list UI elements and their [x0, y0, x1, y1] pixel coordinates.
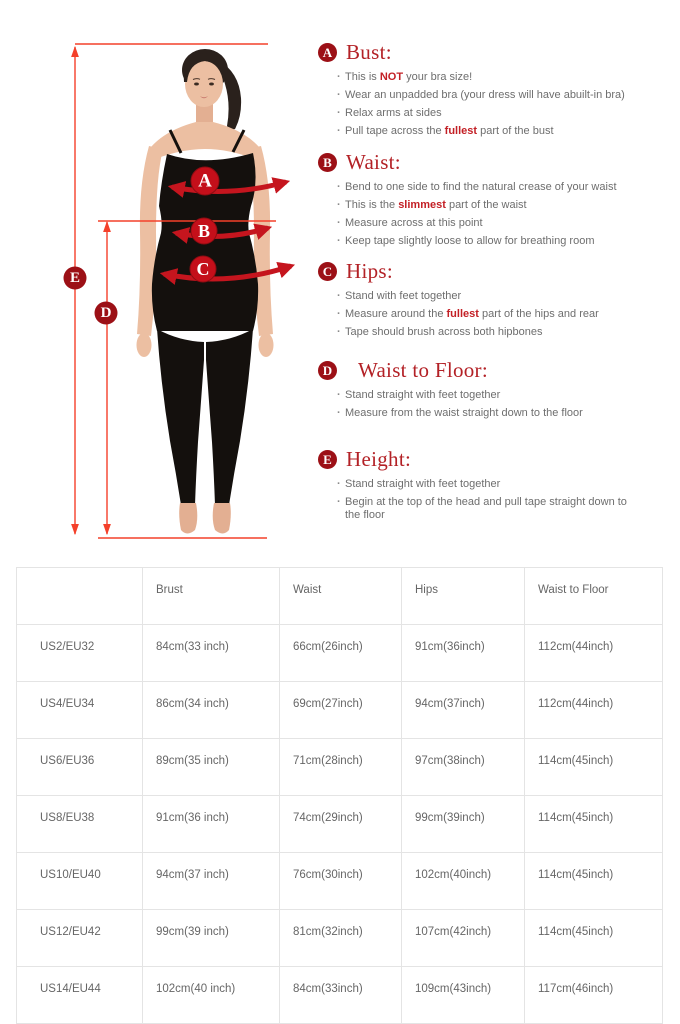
- instruction-text: part of the waist: [445, 199, 527, 211]
- measurement-cell: 114cm(45inch): [525, 796, 663, 853]
- instruction-text: Pull tape across the: [345, 125, 445, 137]
- instruction-bullet: [345, 496, 645, 522]
- size-table-header-row: [17, 568, 663, 625]
- instruction-text: part of the bust: [477, 125, 554, 137]
- col-header-waist: Waist: [280, 568, 402, 625]
- left-hand: [137, 333, 152, 357]
- model-measurement-figure: [0, 0, 320, 562]
- size-label-cell: US12/EU42: [17, 910, 143, 967]
- measurement-cell: 81cm(32inch): [280, 910, 402, 967]
- measurement-cell: 102cm(40 inch): [143, 967, 280, 1024]
- instruction-text: Stand straight with feet together: [345, 478, 501, 490]
- instruction-text: Measure from the waist straight down to the floor: [345, 407, 583, 419]
- size-table-row: [17, 625, 663, 682]
- measurement-cell: 99cm(39inch): [402, 796, 525, 853]
- measurement-cell: 99cm(39 inch): [143, 910, 280, 967]
- hips-heading-row: [318, 259, 670, 283]
- size-table-body: [17, 625, 663, 1024]
- col-header-hips: Hips: [402, 568, 525, 625]
- measurement-cell: 86cm(34 inch): [143, 682, 280, 739]
- size-label-cell: US14/EU44: [17, 967, 143, 1024]
- measurement-cell: 89cm(35 inch): [143, 739, 280, 796]
- hips-heading: Hips:: [346, 258, 394, 283]
- instruction-bullet: [345, 217, 670, 230]
- instruction-bullet: [345, 107, 670, 120]
- measurement-cell: 84cm(33 inch): [143, 625, 280, 682]
- size-label-cell: US6/EU36: [17, 739, 143, 796]
- right-foot: [213, 503, 231, 534]
- instruction-bullet: [345, 125, 670, 138]
- hips-badge-letter: C: [196, 259, 210, 279]
- measurement-cell: 114cm(45inch): [525, 853, 663, 910]
- instruction-text: Measure across at this point: [345, 217, 483, 229]
- bust-heading-row: [318, 40, 670, 64]
- instruction-bullet: [345, 308, 670, 321]
- instruction-text: part of the hips and rear: [478, 308, 599, 320]
- left-eye: [194, 83, 199, 86]
- height-badge-letter: E: [69, 270, 81, 286]
- instruction-text: Stand straight with feet together: [345, 389, 501, 401]
- waist-floor-badge-letter: D: [100, 305, 112, 321]
- woman-model: [137, 49, 274, 534]
- hips-instruction-list: [318, 290, 670, 339]
- size-table-row: [17, 682, 663, 739]
- measurement-cell: 69cm(27inch): [280, 682, 402, 739]
- instruction-text: your bra size!: [403, 71, 473, 83]
- instruction-keyword: fullest: [446, 308, 479, 320]
- instruction-keyword: slimmest: [398, 199, 446, 211]
- measurement-cell: 66cm(26inch): [280, 625, 402, 682]
- measurement-cell: 91cm(36 inch): [143, 796, 280, 853]
- instruction-text: Bend to one side to find the natural crease of your waist: [345, 181, 617, 193]
- size-chart-table: [16, 567, 663, 1024]
- instruction-text: This is: [345, 71, 380, 83]
- instruction-section-height: [318, 447, 670, 527]
- instruction-bullet: [345, 290, 670, 303]
- measurement-cell: 117cm(46inch): [525, 967, 663, 1024]
- col-header-size: [17, 568, 143, 625]
- measurement-cell: 97cm(38inch): [402, 739, 525, 796]
- instruction-text: Tape should brush across both hipbones: [345, 326, 543, 338]
- size-label-cell: US10/EU40: [17, 853, 143, 910]
- waist-to-floor-heading: Waist to Floor:: [358, 357, 488, 382]
- measurement-cell: 114cm(45inch): [525, 910, 663, 967]
- instruction-bullet: [345, 478, 645, 491]
- measurement-cell: 74cm(29inch): [280, 796, 402, 853]
- size-label-cell: US4/EU34: [17, 682, 143, 739]
- left-leg: [157, 329, 204, 505]
- instruction-keyword: fullest: [444, 125, 478, 137]
- instruction-keyword: NOT: [379, 71, 404, 83]
- instruction-text: Stand with feet together: [345, 290, 462, 302]
- instruction-section-waist: [318, 150, 670, 253]
- measurement-cell: 109cm(43inch): [402, 967, 525, 1024]
- waist-badge-letter: B: [197, 221, 211, 241]
- measurement-cell: 112cm(44inch): [525, 625, 663, 682]
- size-label-cell: US8/EU38: [17, 796, 143, 853]
- bust-heading: Bust:: [346, 39, 392, 64]
- measurement-cell: 84cm(33inch): [280, 967, 402, 1024]
- measurement-cell: 94cm(37inch): [402, 682, 525, 739]
- measurement-cell: 76cm(30inch): [280, 853, 402, 910]
- measuring-instructions: [318, 0, 672, 562]
- bust-instruction-list: [318, 71, 670, 138]
- size-table-row: [17, 853, 663, 910]
- instruction-text: Wear an unpadded bra (your dress will have abuilt-in bra): [345, 89, 625, 101]
- instruction-text: Relax arms at sides: [345, 107, 442, 119]
- right-leg: [206, 329, 253, 505]
- height-letter-badge: E: [318, 450, 337, 469]
- instruction-bullet: [345, 89, 670, 102]
- instruction-text: Measure around the: [345, 308, 447, 320]
- instruction-bullet: [345, 199, 670, 212]
- bust-letter-badge: A: [318, 43, 337, 62]
- instruction-section-bust: [318, 40, 670, 143]
- instruction-bullet: [345, 181, 670, 194]
- instruction-text: This is the: [345, 199, 399, 211]
- left-foot: [179, 503, 197, 534]
- measurement-cell: 102cm(40inch): [402, 853, 525, 910]
- measurement-cell: 112cm(44inch): [525, 682, 663, 739]
- size-table-row: [17, 739, 663, 796]
- instruction-section-waist-to-floor: [318, 358, 670, 425]
- height-instruction-list: [318, 478, 670, 522]
- waist-to-floor-heading-row: [318, 358, 670, 382]
- waist-to-floor-letter-badge: D: [318, 361, 337, 380]
- instruction-section-hips: [318, 259, 670, 344]
- waist-to-floor-instruction-list: [318, 389, 670, 420]
- right-hand: [259, 333, 274, 357]
- waist-heading: Waist:: [346, 149, 401, 174]
- size-table-row: [17, 910, 663, 967]
- instruction-bullet: [345, 235, 670, 248]
- size-table-row: [17, 796, 663, 853]
- measurement-cell: 114cm(45inch): [525, 739, 663, 796]
- waist-letter-badge: B: [318, 153, 337, 172]
- height-heading: Height:: [346, 446, 412, 471]
- instruction-bullet: [345, 326, 670, 339]
- instruction-bullet: [345, 71, 670, 84]
- instruction-text: Keep tape slightly loose to allow for breathing room: [345, 235, 595, 247]
- col-header-waist-to-floor: Waist to Floor: [525, 568, 663, 625]
- size-label-cell: US2/EU32: [17, 625, 143, 682]
- right-eye: [209, 83, 214, 86]
- hips-letter-badge: C: [318, 262, 337, 281]
- height-heading-row: [318, 447, 670, 471]
- waist-heading-row: [318, 150, 670, 174]
- measurement-cell: 71cm(28inch): [280, 739, 402, 796]
- waist-instruction-list: [318, 181, 670, 248]
- size-table-row: [17, 967, 663, 1024]
- instruction-text: Begin at the top of the head and pull tape straight down to the floor: [345, 496, 627, 521]
- col-header-bust: Brust: [143, 568, 280, 625]
- bust-badge-letter: A: [198, 170, 212, 192]
- measurement-cell: 91cm(36inch): [402, 625, 525, 682]
- instruction-bullet: [345, 407, 670, 420]
- instruction-bullet: [345, 389, 670, 402]
- measurement-cell: 107cm(42inch): [402, 910, 525, 967]
- measurement-cell: 94cm(37 inch): [143, 853, 280, 910]
